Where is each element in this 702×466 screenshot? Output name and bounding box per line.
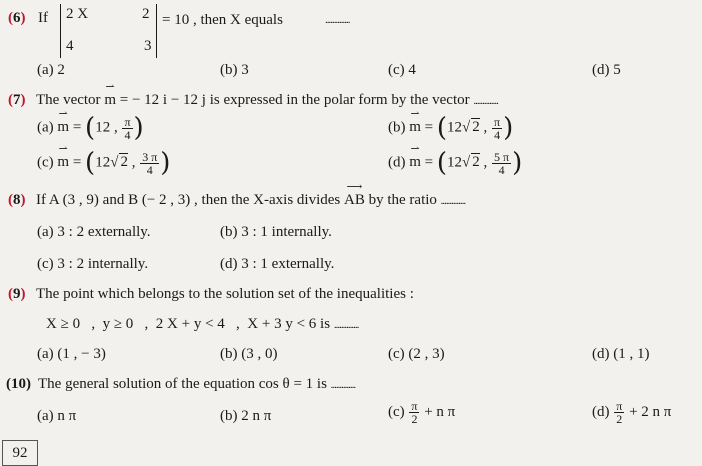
q6-option-d: (d) 5 bbox=[592, 62, 621, 78]
question-6-stem: = 10 , then X equals bbox=[162, 12, 283, 28]
question-10-number: (10) bbox=[6, 376, 31, 392]
question-10-stem: The general solution of the equation cos θ = 1 is .............. bbox=[38, 376, 356, 392]
q7-option-a: (a) ⇀ m = (12 , $\frac{\pi}{4}$ ) bbox=[37, 115, 144, 141]
determinant-entry-12: 2 bbox=[142, 6, 150, 22]
vector-m: ⇀ m bbox=[104, 92, 116, 109]
q8-option-c: (c) 3 : 2 internally. bbox=[37, 256, 149, 272]
q6-option-c: (c) 4 bbox=[388, 62, 416, 78]
q7-option-c: (c) ⇀ m = (12√ 2 , $\frac{3 \pi}{4}$ ) bbox=[37, 150, 170, 176]
question-8-stem: If A (3 , 9) and B (− 2 , 3) , then the X-axis divides ⟶ AB by the ratio .............. bbox=[36, 192, 465, 209]
determinant-right-bar bbox=[156, 4, 157, 58]
page-number: 92 bbox=[2, 440, 38, 466]
q9-option-d: (d) (1 , 1) bbox=[592, 346, 650, 362]
question-6-number: (6) bbox=[8, 10, 26, 26]
question-10-blank: .............. bbox=[330, 379, 356, 391]
question-7-blank: .............. bbox=[473, 95, 498, 107]
q8-option-a: (a) 3 : 2 externally. bbox=[37, 224, 151, 240]
q10-option-b: (b) 2 n π bbox=[220, 408, 272, 424]
q7-option-b: (b) ⇀ m = (12√ 2 , $\frac{\pi}{4}$ ) bbox=[388, 115, 513, 141]
question-9-number: (9) bbox=[8, 286, 26, 302]
question-7-number: (7) bbox=[8, 92, 26, 108]
q9-option-c: (c) (2 , 3) bbox=[388, 346, 445, 362]
question-7-stem: The vector ⇀ m = − 12 i − 12 j is expressed in the polar form by the vector .............. bbox=[36, 92, 498, 109]
question-6-if: If bbox=[38, 10, 48, 26]
q8-option-d: (d) 3 : 1 externally. bbox=[220, 256, 335, 272]
question-8-blank: .............. bbox=[440, 195, 466, 207]
q10-option-d: (d) $\frac{\pi}{2}$ + 2 n π bbox=[592, 399, 672, 426]
determinant-left-bar bbox=[60, 4, 61, 58]
question-9-inequalities: X ≥ 0 , y ≥ 0 , 2 X + y < 4 , X + 3 y < 6 is .............. bbox=[46, 316, 359, 332]
determinant-entry-11: 2 X bbox=[66, 6, 89, 22]
segment-ab: ⟶ AB bbox=[344, 192, 365, 209]
q8-option-b: (b) 3 : 1 internally. bbox=[220, 224, 332, 240]
q9-option-b: (b) (3 , 0) bbox=[220, 346, 278, 362]
q6-option-a: (a) 2 bbox=[37, 62, 65, 78]
question-8-number: (8) bbox=[8, 192, 26, 208]
q9-option-a: (a) (1 , − 3) bbox=[37, 346, 106, 362]
q6-option-b: (b) 3 bbox=[220, 62, 249, 78]
q10-option-c: (c) $\frac{\pi}{2}$ + n π bbox=[388, 399, 456, 426]
determinant-entry-21: 4 bbox=[66, 38, 74, 54]
question-9-blank: .............. bbox=[333, 319, 359, 331]
q7-option-d: (d) ⇀ m = (12√ 2 , $\frac{5 \pi}{4}$ ) bbox=[388, 150, 522, 176]
question-6-blank: .............. bbox=[325, 14, 350, 26]
q10-option-a: (a) n π bbox=[37, 408, 77, 424]
determinant-entry-22: 3 bbox=[144, 38, 152, 54]
question-9-stem: The point which belongs to the solution set of the inequalities : bbox=[36, 286, 414, 302]
